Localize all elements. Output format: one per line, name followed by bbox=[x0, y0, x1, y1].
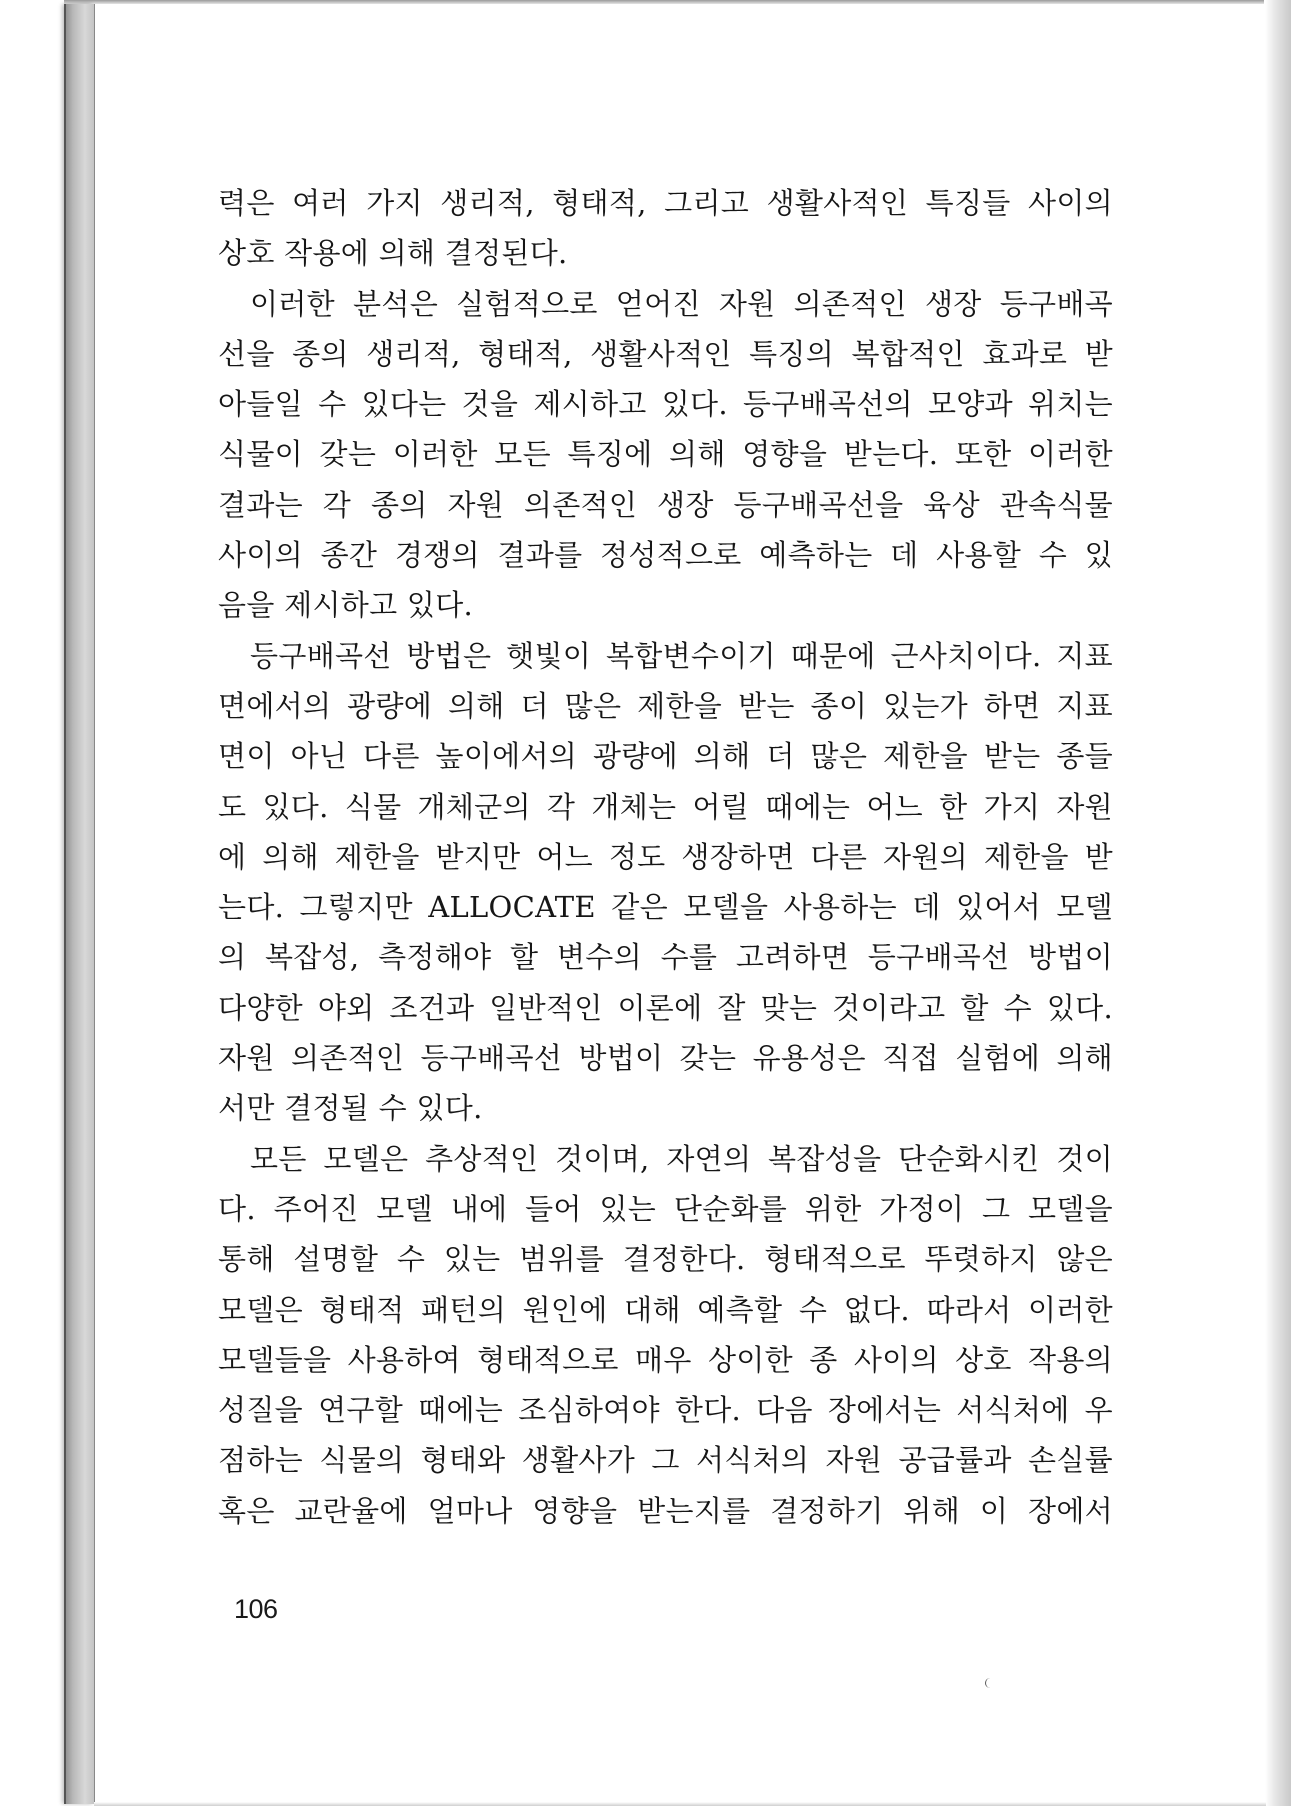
text-line: 모든 모델은 추상적인 것이며, 자연의 복잡성을 단순화시킨 것이 bbox=[250, 1141, 1113, 1176]
text-line: 음을 제시하고 있다. bbox=[218, 588, 474, 623]
text-line: 에 의해 제한을 받지만 어느 정도 생장하면 다른 자원의 제한을 받 bbox=[218, 839, 1113, 874]
text-line: 이러한 분석은 실험적으로 얻어진 자원 의존적인 생장 등구배곡 bbox=[250, 286, 1113, 321]
text-line: 통해 설명할 수 있는 범위를 결정한다. 형태적으로 뚜렷하지 않은 bbox=[218, 1242, 1113, 1277]
text-line: 면이 아닌 다른 높이에서의 광량에 의해 더 많은 제한을 받는 종들 bbox=[218, 739, 1113, 774]
text-line: 면에서의 광량에 의해 더 많은 제한을 받는 종이 있는가 하면 지표 bbox=[218, 688, 1113, 723]
text-line: 결과는 각 종의 자원 의존적인 생장 등구배곡선을 육상 관속식물 bbox=[218, 487, 1113, 522]
text-line: 상호 작용에 의해 결정된다. bbox=[218, 236, 568, 271]
text-line: 서만 결정될 수 있다. bbox=[218, 1091, 483, 1126]
text-line: 의 복잡성, 측정해야 할 변수의 수를 고려하면 등구배곡선 방법이 bbox=[218, 940, 1113, 975]
text-line: 점하는 식물의 형태와 생활사가 그 서식처의 자원 공급률과 손실률 bbox=[218, 1443, 1113, 1478]
text-line: 등구배곡선 방법은 햇빛이 복합변수이기 때문에 근사치이다. 지표 bbox=[250, 638, 1113, 673]
text-line: 다양한 야외 조건과 일반적인 이론에 잘 맞는 것이라고 할 수 있다. bbox=[218, 990, 1113, 1025]
text-line: 성질을 연구할 때에는 조심하여야 한다. 다음 장에서는 서식처에 우 bbox=[218, 1393, 1113, 1428]
text-line: 는다. 그렇지만 ALLOCATE 같은 모델을 사용하는 데 있어서 모델 bbox=[218, 890, 1113, 925]
text-line: 도 있다. 식물 개체군의 각 개체는 어릴 때에는 어느 한 가지 자원 bbox=[218, 789, 1113, 824]
text-line: 선을 종의 생리적, 형태적, 생활사적인 특징의 복합적인 효과로 받 bbox=[218, 336, 1113, 371]
text-line: 모델들을 사용하여 형태적으로 매우 상이한 종 사이의 상호 작용의 bbox=[218, 1342, 1113, 1377]
text-line: 사이의 종간 경쟁의 결과를 정성적으로 예측하는 데 사용할 수 있 bbox=[218, 538, 1113, 573]
text-line: 혹은 교란율에 얼마나 영향을 받는지를 결정하기 위해 이 장에서 bbox=[218, 1493, 1113, 1528]
text-line: 아들일 수 있다는 것을 제시하고 있다. 등구배곡선의 모양과 위치는 bbox=[218, 387, 1113, 422]
page-bottom-edge bbox=[94, 1802, 1266, 1806]
text-line: 모델은 형태적 패턴의 원인에 대해 예측할 수 없다. 따라서 이러한 bbox=[218, 1292, 1113, 1327]
body-text bbox=[218, 178, 1113, 1536]
book-spine bbox=[64, 4, 94, 1804]
text-line: 다. 주어진 모델 내에 들어 있는 단순화를 위한 가정이 그 모델을 bbox=[218, 1191, 1113, 1226]
page-right-shadow bbox=[1265, 0, 1291, 1806]
text-line: 자원 의존적인 등구배곡선 방법이 갖는 유용성은 직접 실험에 의해 bbox=[218, 1041, 1113, 1076]
text-line: 식물이 갖는 이러한 모든 특징에 의해 영향을 받는다. 또한 이러한 bbox=[218, 437, 1113, 472]
scan-speck bbox=[985, 1678, 992, 1688]
book-spine-edge bbox=[64, 4, 66, 1804]
page-number: 106 bbox=[234, 1594, 278, 1624]
text-line: 력은 여러 가지 생리적, 형태적, 그리고 생활사적인 특징들 사이의 bbox=[218, 186, 1113, 220]
